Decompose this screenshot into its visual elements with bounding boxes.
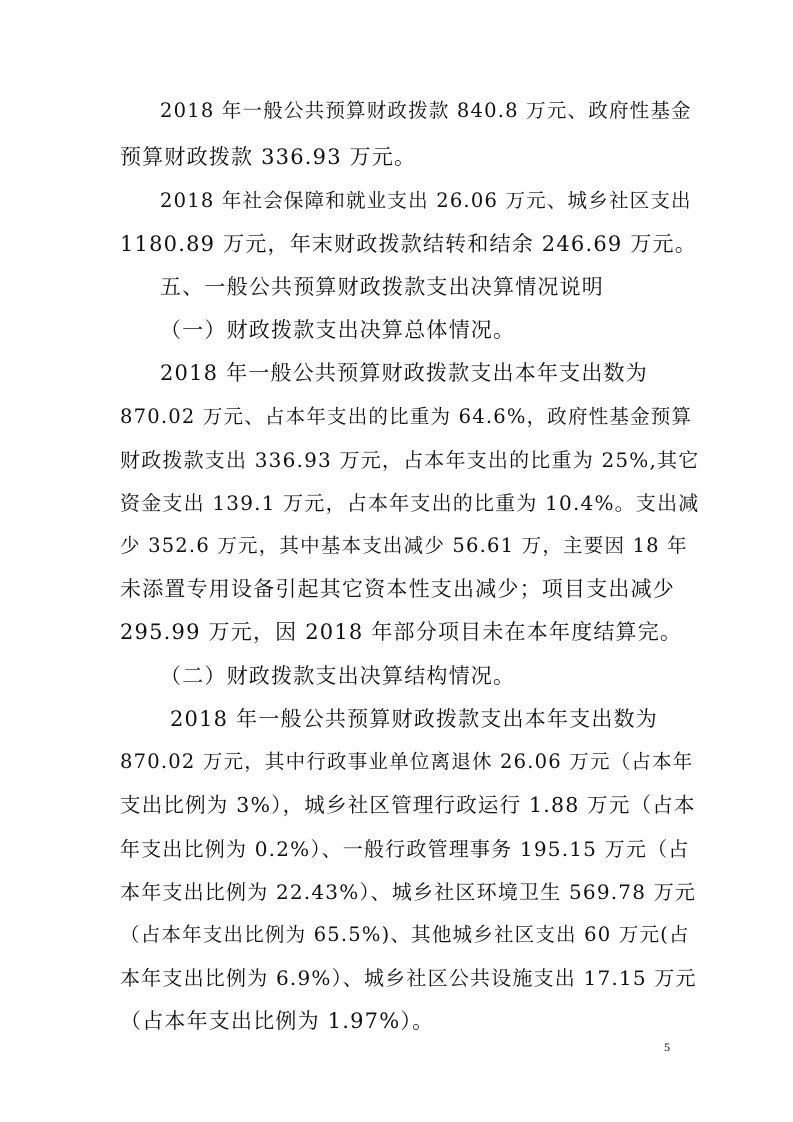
line-13: 295.99 万元，因 2018 年部分项目未在本年度结算完。: [120, 620, 683, 644]
line-9: 财政拨款支出 336.93 万元，占本年支出的比重为 25%,其它: [120, 448, 700, 472]
line-15: 2018 年一般公共预算财政拨款支出本年支出数为: [170, 707, 658, 731]
line-10: 资金支出 139.1 万元，占本年支出的比重为 10.4%。支出减: [120, 491, 700, 515]
line-17: 支出比例为 3%），城乡社区管理行政运行 1.88 万元（占本: [120, 793, 696, 817]
line-8: 870.02 万元、占本年支出的比重为 64.6%，政府性基金预算: [120, 405, 693, 428]
line-18: 年支出比例为 0.2%）、一般行政管理事务 195.15 万元（占: [120, 837, 690, 861]
line-12: 未添置专用设备引起其它资本性支出减少；项目支出减少: [120, 577, 675, 601]
page-number: 5: [664, 1040, 670, 1054]
line-1: 2018 年一般公共预算财政拨款 840.8 万元、政府性基金: [160, 99, 692, 122]
line-2: 预算财政拨款 336.93 万元。: [120, 145, 417, 169]
line-22: （占本年支出比例为 1.97%）。: [120, 1009, 435, 1033]
section-heading-5: 五、一般公共预算财政拨款支出决算情况说明: [160, 275, 604, 299]
line-7: 2018 年一般公共预算财政拨款支出本年支出数为: [160, 361, 648, 385]
subsection-heading-1: （一）财政拨款支出决算总体情况。: [160, 318, 516, 342]
subsection-heading-2: （二）财政拨款支出决算结构情况。: [160, 664, 516, 688]
line-16: 870.02 万元，其中行政事业单位离退休 26.06 万元（占本年: [120, 750, 694, 773]
line-3: 2018 年社会保障和就业支出 26.06 万元、城乡社区支出: [160, 189, 692, 212]
line-4: 1180.89 万元，年末财政拨款结转和结余 246.69 万元。: [120, 232, 697, 256]
line-21: 本年支出比例为 6.9%）、城乡社区公共设施支出 17.15 万元: [120, 966, 697, 990]
line-11: 少 352.6 万元，其中基本支出减少 56.61 万，主要因 18 年: [120, 534, 688, 557]
line-19: 本年支出比例为 22.43%）、城乡社区环境卫生 569.78 万元: [120, 880, 697, 904]
line-20: （占本年支出比例为 65.5%)、其他城乡社区支出 60 万元(占: [120, 923, 690, 946]
